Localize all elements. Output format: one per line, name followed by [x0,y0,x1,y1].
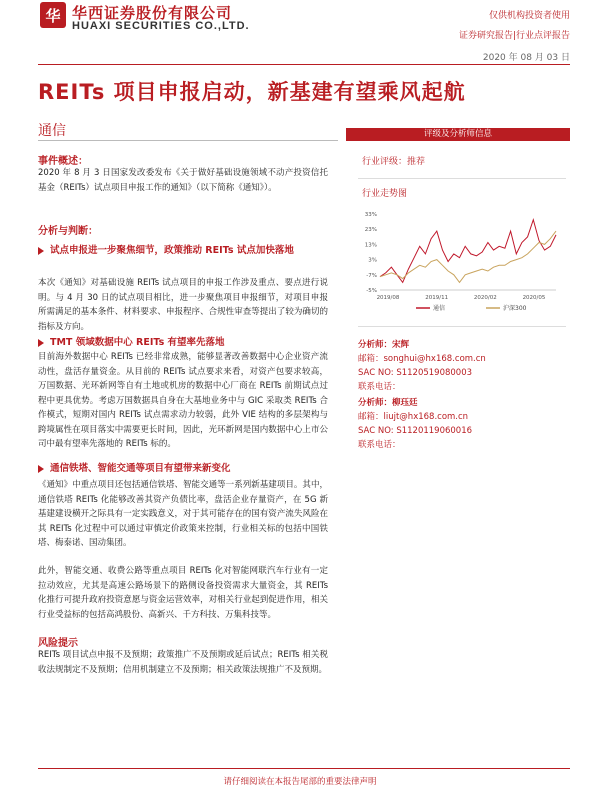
subheading-3: 通信铁塔、智能交通等项目有望带来新变化 [38,462,328,476]
analyst-sac: SAC NO: S1120519080003 [358,368,473,378]
legal-footer: 请仔细阅读在本报告尾部的重要法律声明 [223,777,377,787]
company-name-cn: 华西证券股份有限公司 [72,4,233,22]
paragraph-3: 《通知》中重点项目还包括通信铁塔、智能交通等一系列新基建项目。其中，通信铁塔 REITs 化能够改善其资产负债比率，盘活企业存量资产，在 5G 新基建建设横开之际具有一定实践意义，对于其可能存在的国有资产流失风险在其 REITs 化过程中可以通过审慎定价政策来控制，行业相关标的包括中国铁塔、梅泰诺、国动集团。 [38,480,328,548]
subheading-1: 试点申报进一步聚焦细节，政策推动 REITs 试点加快落地 [38,244,328,258]
footer-divider [38,768,570,769]
series-line-1 [380,220,556,283]
y-tick-label: -7% [366,272,377,279]
bullet-triangle-icon [38,247,44,255]
event-text: 2020 年 8 月 3 日国家发改委发布《关于做好基础设施领域不动产投资信托基金（REITs）试点项目申报工作的通知》（以下简称《通知》）。 [38,168,328,193]
analyst-phone: 联系电话： [358,382,401,392]
industry-label: 通信 [38,123,66,139]
paragraph-4: 此外，智能交通、收费公路等重点项目 REITs 化对智能网联汽车行业有一定拉动效应，尤其是高速公路场景下的路侧设备投资需求大量资金，其 REITs 化推行可提升政府投资意愿与资金运营效率，对相关行业起到促进作用，相关行业受益标的包括高鸿股份、高新兴、千方科技、万集科技等。 [38,566,328,620]
x-tick-label: 2019/11 [425,295,449,301]
analyst-email[interactable]: 邮箱：liujt@hx168.com.cn [358,412,469,422]
analysis-heading: 分析与判断： [38,226,98,237]
analyst-phone: 联系电话： [358,440,401,450]
analyst-card-1 [358,338,486,394]
y-tick-label: 33% [364,212,377,218]
report-type-tag: 证券研究报告|行业点评报告 [458,31,570,41]
sidebar-header: 评级及分析师信息 [346,128,570,141]
x-tick-label: 2020/05 [522,295,546,301]
sidebar-divider [358,178,566,179]
y-tick-label: 23% [364,227,377,234]
analyst-name: 分析师：柳珏廷 [358,398,418,408]
legend-label: 沪深300 [503,305,527,312]
sidebar-divider [358,326,566,327]
audience-tag: 仅供机构投资者使用 [488,11,570,21]
y-tick-label: -5% [366,288,377,294]
industry-divider [38,140,338,141]
company-name-en: HUAXI SECURITIES CO.,LTD. [72,20,250,32]
company-logo: 华 [40,2,66,28]
y-tick-label: 13% [364,242,377,249]
risk-heading: 风险提示 [38,638,78,649]
paragraph-1: 本次《通知》对基础设施 REITs 试点项目的申报工作涉及重点、要点进行说明。与 4 月 30 日的试点项目相比，进一步聚焦项目申报细节，对项目申报所需满足的基本条件、材料要求、申报程序、合规性审查等提出了较为确切的指标及方向。 [38,278,328,332]
x-tick-label: 2020/02 [473,295,497,301]
report-title: REITs 项目申报启动，新基建有望乘风起航 [38,80,466,104]
industry-trend-chart [356,206,566,316]
subheading-2: TMT 领域数据中心 REITs 有望率先落地 [38,336,328,350]
analyst-email[interactable]: 邮箱：songhui@hx168.com.cn [358,354,486,364]
y-tick-label: 3% [368,257,377,264]
event-heading: 事件概述： [38,156,88,167]
x-tick-label: 2019/08 [376,295,400,301]
analyst-sac: SAC NO: S1120119060016 [358,426,473,436]
legend-label: 通信 [433,305,446,312]
series-line-2 [380,231,556,282]
report-date: 2020 年 08 月 03 日 [482,53,570,63]
analyst-card-2 [358,396,472,452]
header-divider [38,64,570,65]
industry-rating: 行业评级：推荐 [362,157,426,167]
risk-text: REITs 项目试点申报不及预期；政策推广不及预期或延后试点；REITs 相关税收法规制定不及预期；信用机制建立不及预期；相关政策法规推广不及预期。 [38,650,328,675]
paragraph-2: 目前海外数据中心 REITs 已经非常成熟，能够显著改善数据中心企业资产流动性，盘活存量资金。从目前的 REITs 试点要求来看，对资产包要求较高，万国数据、光环新网等自有土地或机房的数据中心厂商在 REITs 前期试点过程中更具优势。考虑万国数据具自身在大基地业务中与 GIC 采取类 REITs 合作模式，短期对国内 REITs 试点需求动力较弱，此外 VIE 结构的多层架构与跨境属性在项目落实中需要更长时间，因此，光环新网是国内数据中心上市公司中最有望率先落地的 REITs 标的。 [38,352,328,449]
analyst-name: 分析师：宋辉 [358,340,410,350]
bullet-triangle-icon [38,339,44,347]
trend-chart-label: 行业走势图 [362,189,408,199]
bullet-triangle-icon [38,465,44,473]
